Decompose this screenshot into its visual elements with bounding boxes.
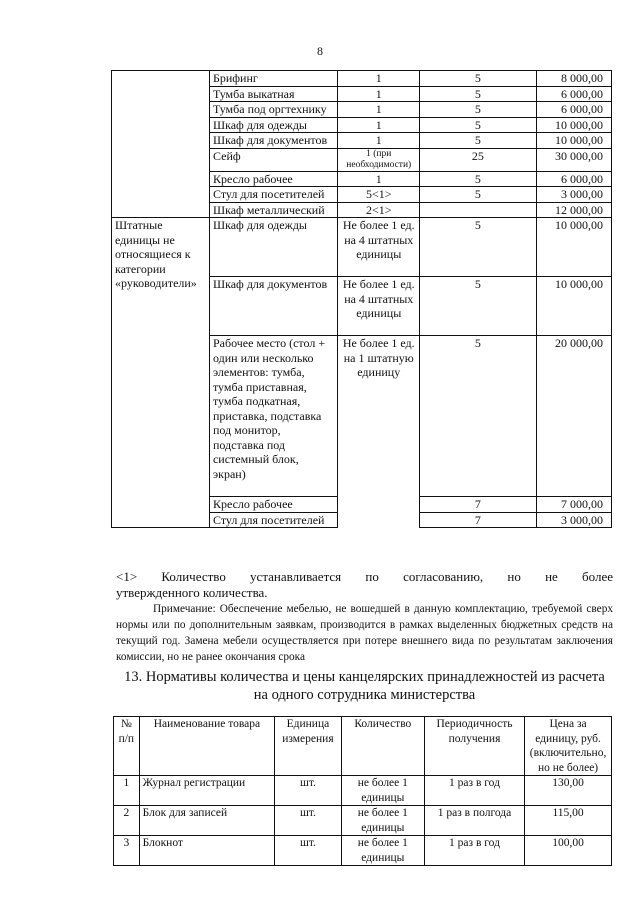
table-cell: Сейф (209, 148, 337, 171)
table-cell: 5 (420, 117, 537, 133)
table-header-row (114, 717, 612, 776)
column-header: Наименование товара (139, 717, 274, 776)
table-cell: 1 (338, 102, 420, 118)
table-cell: Стул для посетителей (209, 512, 337, 528)
table-cell: Тумба выкатная (209, 86, 337, 102)
table-cell: Не более 1 ед. на 4 штатных единицы (338, 277, 420, 336)
table-cell: 10 000,00 (536, 277, 611, 336)
stationery-table (113, 716, 612, 866)
table-cell: шт. (275, 776, 342, 806)
table-cell: 100,00 (525, 836, 612, 866)
table-cell: 1 (338, 133, 420, 149)
table-cell: Стул для посетителей (209, 187, 337, 203)
table-cell: 1 (338, 171, 420, 187)
table-cell: Шкаф для документов (209, 133, 337, 149)
table-cell: 30 000,00 (536, 148, 611, 171)
table-cell: 5 (420, 71, 537, 87)
furniture-table (111, 70, 612, 528)
table-row (112, 71, 612, 87)
table-cell: 2<1> (338, 202, 420, 218)
section-heading: 13. Нормативы количества и цены канцелярских принадлежностей из расчета на одного сотрудника министерства (124, 669, 605, 703)
table-cell: 25 (420, 148, 537, 171)
table-cell: 7 000,00 (536, 497, 611, 513)
table-row (112, 218, 612, 277)
table-cell: 1 (338, 71, 420, 87)
table-cell: 1 (338, 86, 420, 102)
table-cell: 115,00 (525, 806, 612, 836)
table-cell: Кресло рабочее (209, 171, 337, 187)
table-cell: не более 1 единицы (341, 836, 424, 866)
table-cell: Блок для записей (139, 806, 274, 836)
page-number: 8 (317, 44, 323, 58)
table-cell: 7 (420, 512, 537, 528)
table-cell: 2 (114, 806, 140, 836)
table-cell: 7 (420, 497, 537, 513)
table-cell: 3 000,00 (536, 512, 611, 528)
table-cell: 5 (420, 133, 537, 149)
table-cell: 10 000,00 (536, 133, 611, 149)
table-cell: 6 000,00 (536, 171, 611, 187)
table-cell: 5 (420, 277, 537, 336)
table-cell: не более 1 единицы (341, 806, 424, 836)
table-cell (420, 202, 537, 218)
table-cell: 8 000,00 (536, 71, 611, 87)
table-cell: Шкаф металлический (209, 202, 337, 218)
table-row (114, 776, 612, 806)
table-cell: 5 (420, 102, 537, 118)
table-cell: шт. (275, 806, 342, 836)
table-cell: 10 000,00 (536, 117, 611, 133)
table-cell: 1 раз в год (424, 776, 524, 806)
footnote-continuation: утвержденного количества. (116, 585, 268, 600)
table-cell: Не более 1 ед. на 4 штатных единицы (338, 218, 420, 277)
column-header: Единица измерения (275, 717, 342, 776)
table-cell: 10 000,00 (536, 218, 611, 277)
table-cell: 1 раз в полгода (424, 806, 524, 836)
table-cell: Не более 1 ед. на 1 штатную единицу (338, 336, 420, 528)
note-paragraph: Примечание: Обеспечение мебелью, не вошедшей в данную комплектацию, требуемой сверх нормы или по дополнительным заявкам, производится в рамках выделенных бюджетных средств на текущий год. Замена мебели осуществляется при потере внешнего вида по результатам заключения комиссии, но не ранее окончания срока (116, 603, 613, 663)
table-cell: 5 (420, 187, 537, 203)
table-cell: 5 (420, 86, 537, 102)
table-cell: шт. (275, 836, 342, 866)
table-cell (112, 71, 210, 218)
table-cell: Шкаф для одежды (209, 218, 337, 277)
table-cell: Блокнот (139, 836, 274, 866)
table-cell: 6 000,00 (536, 102, 611, 118)
table-cell: 1 (338, 117, 420, 133)
table-cell: Шкаф для документов (209, 277, 337, 336)
column-header: Количество (341, 717, 424, 776)
footnote: <1> Количество устанавливается по согласованию, но не более (116, 569, 613, 584)
table-cell: Шкаф для одежды (209, 117, 337, 133)
table-cell: 1 раз в год (424, 836, 524, 866)
table-cell: 5 (420, 336, 537, 497)
table-cell: 5<1> (338, 187, 420, 203)
table-cell: 20 000,00 (536, 336, 611, 497)
table-cell: 6 000,00 (536, 86, 611, 102)
table-cell: Брифинг (209, 71, 337, 87)
table-cell: 130,00 (525, 776, 612, 806)
table-cell: 1 (при необходимости) (338, 148, 420, 171)
table-cell: 5 (420, 218, 537, 277)
table-cell: 12 000,00 (536, 202, 611, 218)
table-cell: 3 000,00 (536, 187, 611, 203)
table-row (114, 806, 612, 836)
table-cell: 1 (114, 776, 140, 806)
table-cell: Журнал регистрации (139, 776, 274, 806)
table-cell: 5 (420, 171, 537, 187)
column-header: Периодичность получения (424, 717, 524, 776)
table-cell: Кресло рабочее (209, 497, 337, 513)
category-cell: Штатные единицы не относящиеся к категории «руководители» (112, 218, 210, 528)
table-row (114, 836, 612, 866)
table-cell: не более 1 единицы (341, 776, 424, 806)
table-cell: Тумба под оргтехнику (209, 102, 337, 118)
table-cell: Рабочее место (стол + один или несколько элементов: тумба, тумба приставная, тумба подкатная, приставка, подставка под монитор, подставка под системный блок, экран) (209, 336, 337, 497)
table-cell: 3 (114, 836, 140, 866)
column-header: Цена за единицу, руб. (включительно, но не более) (525, 717, 612, 776)
column-header: № п/п (114, 717, 140, 776)
